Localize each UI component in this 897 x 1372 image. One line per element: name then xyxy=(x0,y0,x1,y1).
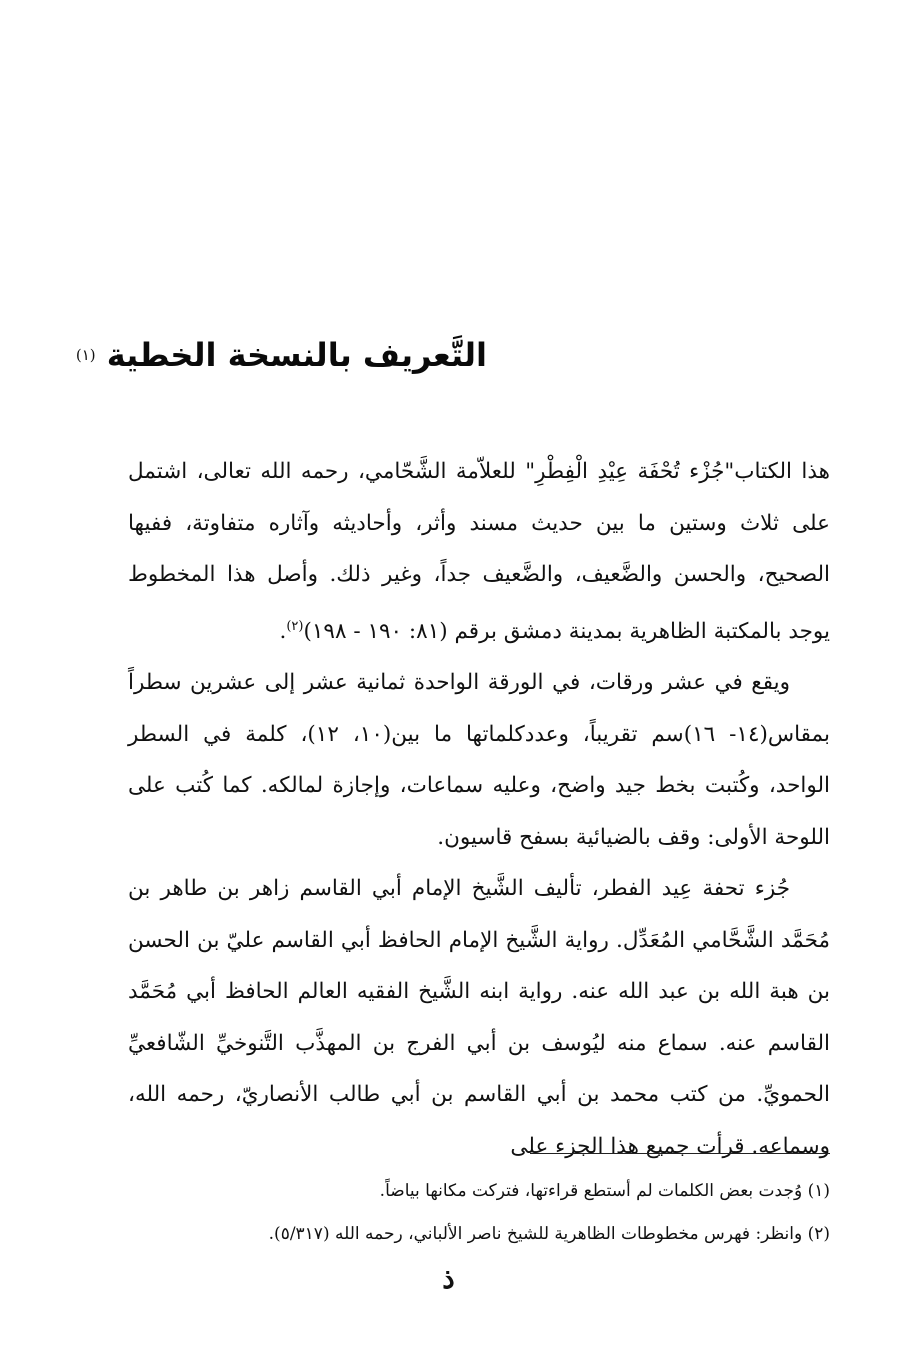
body-text xyxy=(128,446,830,1172)
page-title: التَّعريف بالنسخة الخطية xyxy=(106,336,487,374)
footnote-divider xyxy=(530,1153,830,1154)
page-heading xyxy=(76,336,487,374)
footnote-1: (١) وُجدت بعض الكلمات لم أستطع قراءتها، فتركت مكانها بياضاً. xyxy=(379,1181,830,1201)
paragraph-1 xyxy=(128,446,830,657)
footnotes xyxy=(130,1170,830,1256)
paragraph-3: جُزء تحفة عِيد الفطر، تأليف الشَّيخ الإمام أبي القاسم زاهر بن طاهر بن مُحَمَّد الشَّحَّامي المُعَدِّل. رواية الشَّيخ الإمام الحافظ أبي القاسم عليّ بن الحسن بن هبة الله بن عبد الله عنه. رواية ابنه الشَّيخ الفقيه العالم الحافظ أبي مُحَمَّد القاسم عنه. سماع منه ليُوسف بن أبي الفرج بن المهذَّب التَّنوخيِّ الشّافعيِّ الحمويِّ. من كتب محمد بن أبي القاسم بن أبي طالب الأنصاريّ، رحمه الله، وسماعه. قرأت جميع هذا الجزء على xyxy=(128,876,830,1159)
page-number: ذ xyxy=(442,1262,455,1295)
footnote-2: (٢) وانظر: فهرس مخطوطات الظاهرية للشيخ ناصر الألباني، رحمه الله (٥/٣١٧). xyxy=(268,1224,830,1244)
footnote-marker-2: (٢) xyxy=(286,618,304,634)
paragraph-1-text: هذا الكتاب"جُزْء تُحْفَة عِيْدِ الْفِطْرِ" للعلاّمة الشَّحّامي، رحمه الله تعالى، اشتمل على ثلاث وستين ما بين حديث مسند وأثر، وأحاديثه وآثاره متفاوتة، ففيها الصحيح، والحسن والضَّعيف، والضَّعيف جداً، وغير ذلك. وأصل هذا المخطوط يوجد بالمكتبة الظاهرية بمدينة دمشق برقم (٨١: ١٩٠ - ١٩٨) xyxy=(128,459,830,644)
paragraph-2: ويقع في عشر ورقات، في الورقة الواحدة ثمانية عشر إلى عشرين سطراً بمقاس(١٤- ١٦)سم تقريباً، وعددكلماتها ما بين(١٠، ١٢)، كلمة في السطر الواحد، وكُتبت بخط جيد واضح، وعليه سماعات، وإجازة لمالكه. كما كُتب على اللوحة الأولى: وقف بالضيائية بسفح قاسيون. xyxy=(128,670,830,850)
paragraph-1-end: . xyxy=(279,618,287,644)
title-footnote-marker: (١) xyxy=(75,345,96,364)
